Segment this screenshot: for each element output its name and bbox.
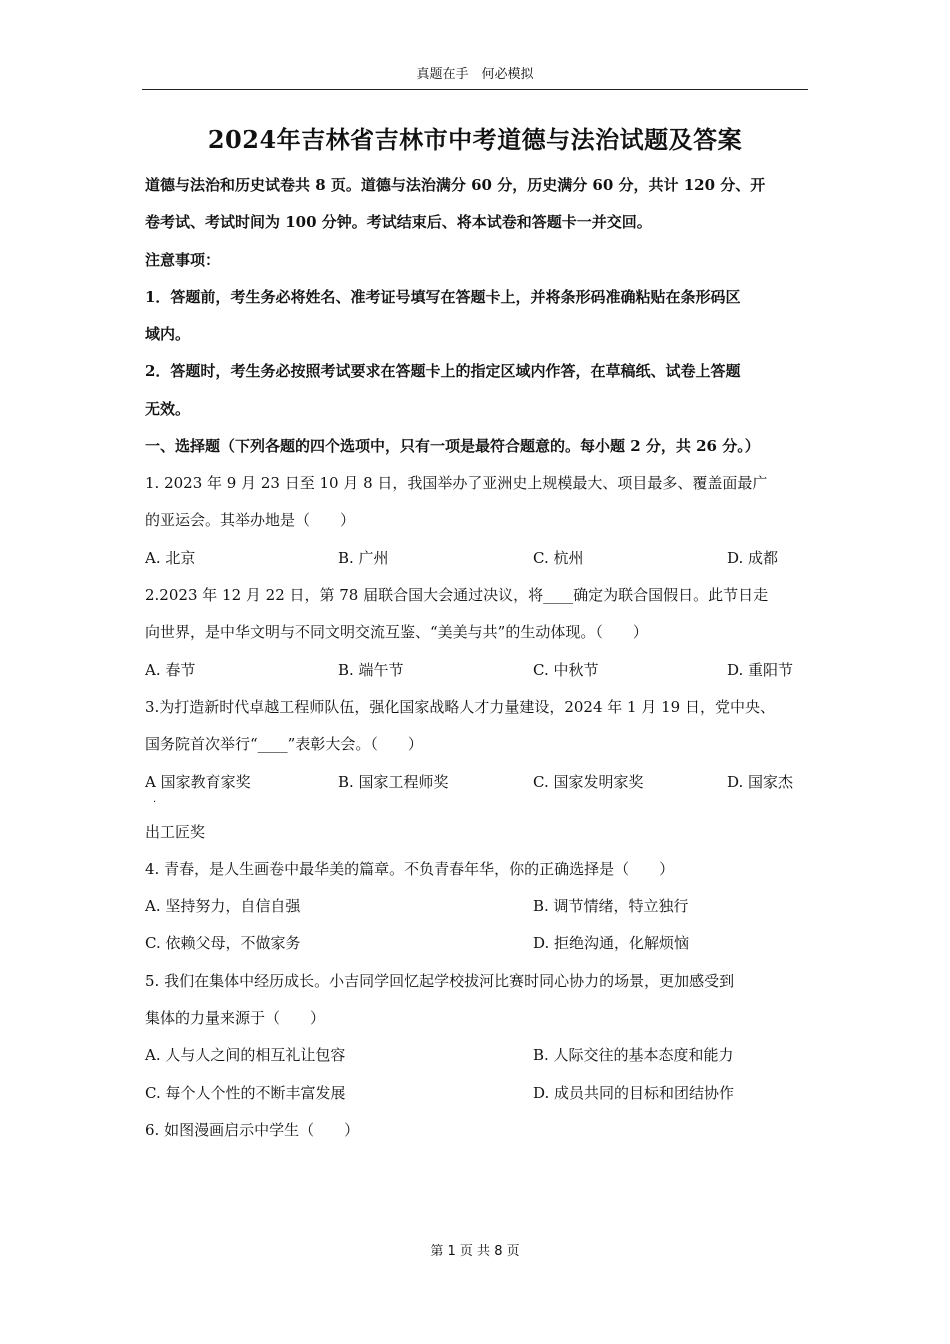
question-1-stem-cont: 的亚运会。其举办地是（ ） [145,511,356,529]
section-heading: 一、选择题（下列各题的四个选项中，只有一项是最符合题意的。每小题 2 分，共 26 分。） [145,437,760,455]
q5-option-b: B. 人际交往的基本态度和能力 [533,1046,734,1064]
q4-option-d: D. 拒绝沟通，化解烦恼 [533,934,690,952]
question-5-stem-cont: 集体的力量来源于（ ） [145,1009,326,1027]
question-2-stem: 2.2023 年 12 月 22 日，第 78 届联合国大会通过决议，将____确定为联合国假日。此节日走 [145,586,769,604]
notice-item-1-cont: 域内。 [145,325,191,343]
q4-option-a: A. 坚持努力，自信自强 [145,897,301,915]
q1-option-a: A. 北京 [145,549,196,567]
notice-item-1: 1．答题前，考生务必将姓名、准考证号填写在答题卡上，并将条形码准确粘贴在条形码区 [145,288,741,306]
q4-option-b: B. 调节情绪，特立独行 [533,897,689,915]
document-title: 2024年吉林省吉林市中考道德与法治试题及答案 [207,125,743,154]
q1-option-d: D. 成都 [727,549,779,567]
question-2-stem-cont: 向世界，是中华文明与不同文明交流互鉴、“美美与共”的生动体现。（ ） [145,623,648,641]
q5-option-a: A. 人与人之间的相互礼让包容 [145,1046,346,1064]
intro-line: 道德与法治和历史试卷共 8 页。道德与法治满分 60 分，历史满分 60 分，共计 120 分、开 [145,176,766,194]
q3-option-a: A 国家教育家奖 [145,773,251,791]
question-1-stem: 1. 2023 年 9 月 23 日至 10 月 8 日，我国举办了亚洲史上规模最大、项目最多、覆盖面最广 [145,474,768,492]
q5-option-d: D. 成员共同的目标和团结协作 [533,1084,735,1102]
q3-option-d: D. 国家杰 [727,773,794,791]
q3-option-b: B. 国家工程师奖 [338,773,449,791]
q3-option-c: C. 国家发明家奖 [533,773,644,791]
page-footer: 第 1 页 共 8 页 [430,1244,520,1259]
q2-option-a: A. 春节 [145,661,196,679]
q2-option-d: D. 重阳节 [727,661,794,679]
q3-option-d-wrap: 出工匠奖 [145,823,206,841]
intro-line: 卷考试、考试时间为 100 分钟。考试结束后、将本试卷和答题卡一并交回。 [145,213,652,231]
q2-option-c: C. 中秋节 [533,661,599,679]
page-header: 真题在手 何必模拟 [142,64,808,90]
question-6-stem: 6. 如图漫画启示中学生（ ） [145,1121,360,1139]
question-3-stem-cont: 国务院首次举行“____”表彰大会。（ ） [145,735,423,753]
notice-item-2: 2．答题时，考生务必按照考试要求在答题卡上的指定区域内作答，在草稿纸、试卷上答题 [145,362,741,380]
notice-heading: 注意事项： [145,251,221,269]
q4-option-c: C. 依赖父母，不做家务 [145,934,301,952]
question-3-stem: 3.为打造新时代卓越工程师队伍，强化国家战略人才力量建设，2024 年 1 月 19 日，党中央、 [145,698,775,716]
q2-option-b: B. 端午节 [338,661,404,679]
notice-item-2-cont: 无效。 [145,400,191,418]
q5-option-c: C. 每个人个性的不断丰富发展 [145,1084,346,1102]
q1-option-b: B. 广州 [338,549,389,567]
question-5-stem: 5. 我们在集体中经历成长。小吉同学回忆起学校拔河比赛时同心协力的场景，更加感受到 [145,972,735,990]
q1-option-c: C. 杭州 [533,549,584,567]
stray-dot-mark: · [153,797,157,808]
question-4-stem: 4. 青春，是人生画卷中最华美的篇章。不负青春年华，你的正确选择是（ ） [145,860,675,878]
